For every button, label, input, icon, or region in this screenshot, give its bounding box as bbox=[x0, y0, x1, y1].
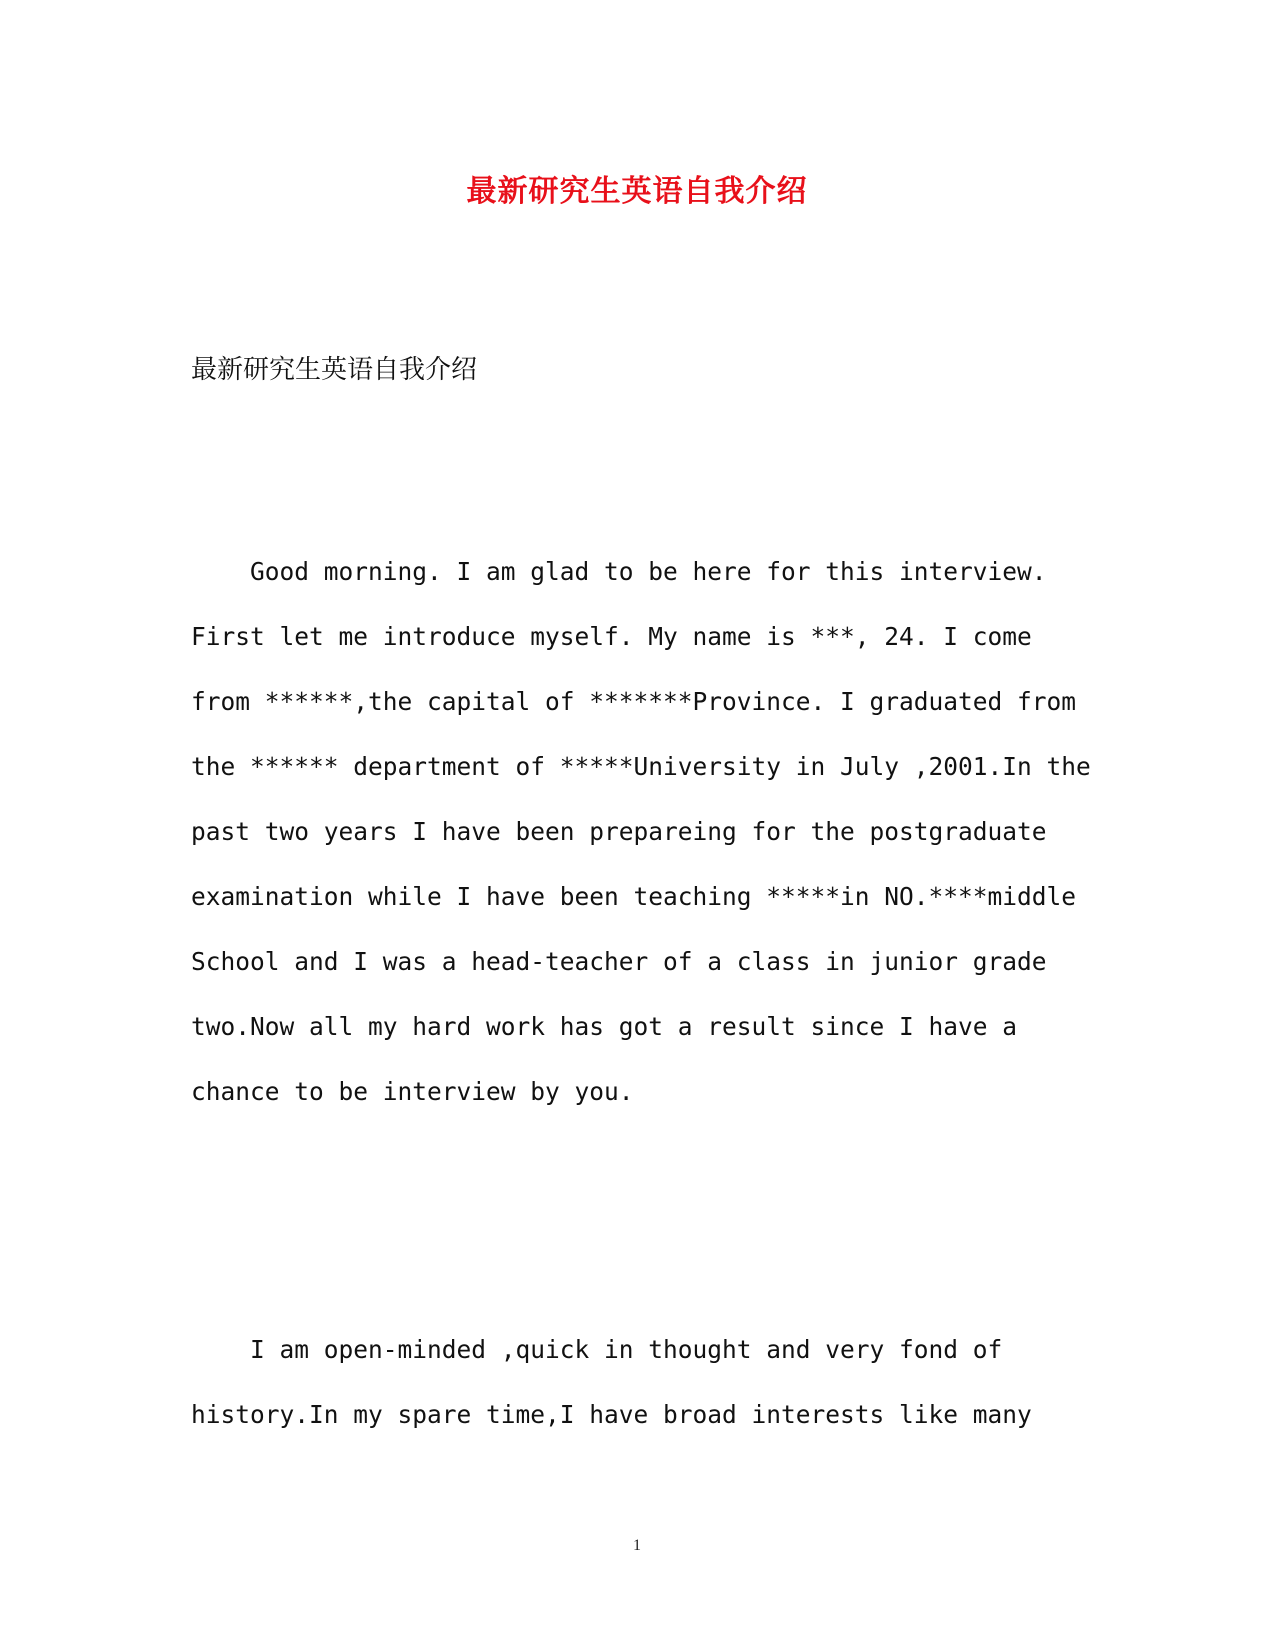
text-line: past two years I have been prepareing for the postgraduate bbox=[191, 817, 1047, 846]
text-line: Good morning. I am glad to be here for this interview. bbox=[191, 557, 1047, 586]
paragraph-personality bbox=[191, 1330, 1091, 1460]
document-title: 最新研究生英语自我介绍 bbox=[466, 174, 808, 209]
text-line: history.In my spare time,I have broad interests like many bbox=[191, 1400, 1032, 1429]
text-line: First let me introduce myself. My name is ***, 24. I come bbox=[191, 622, 1032, 651]
text-line: the ****** department of *****University in July ,2001.In the bbox=[191, 752, 1091, 781]
document-subtitle: 最新研究生英语自我介绍 bbox=[191, 355, 478, 385]
page-number: 1 bbox=[633, 1537, 641, 1554]
paragraph-introduction bbox=[191, 552, 1091, 1137]
text-line: two.Now all my hard work has got a result since I have a bbox=[191, 1012, 1018, 1041]
text-line: I am open-minded ,quick in thought and very fond of bbox=[191, 1335, 1003, 1364]
text-line: from ******,the capital of *******Province. I graduated from bbox=[191, 687, 1077, 716]
text-line: School and I was a head-teacher of a class in junior grade bbox=[191, 947, 1047, 976]
text-line: examination while I have been teaching *****in NO.****middle bbox=[191, 882, 1077, 911]
text-line: chance to be interview by you. bbox=[191, 1077, 634, 1106]
